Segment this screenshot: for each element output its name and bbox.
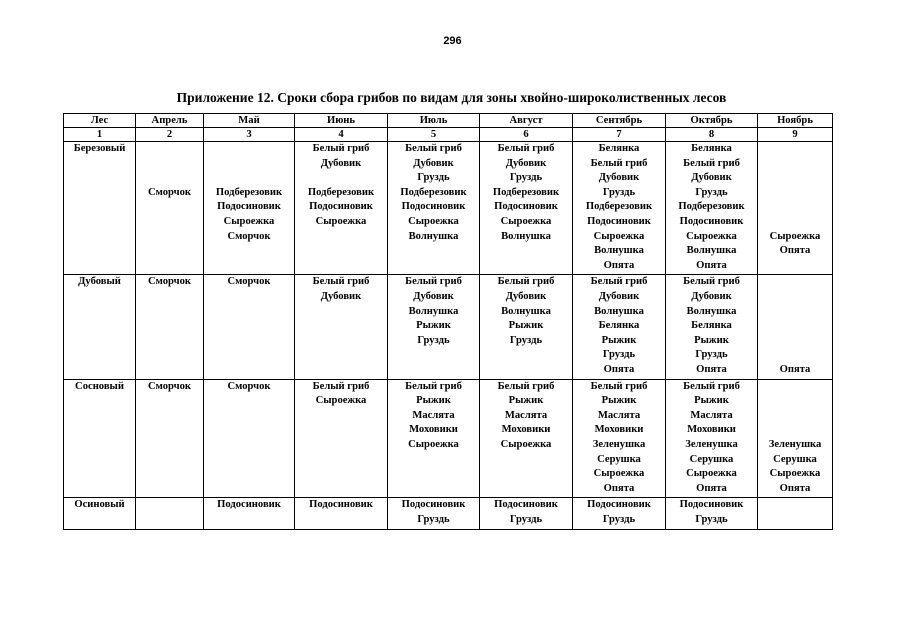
mushroom-item: Рыжик <box>601 334 637 346</box>
header-cell: Апрель <box>136 114 204 128</box>
month-cell <box>758 379 833 498</box>
mushroom-item: Опята <box>779 363 811 375</box>
month-cell <box>666 275 758 379</box>
mushroom-item: Рыжик <box>416 395 451 407</box>
mushroom-item: Рыжик <box>508 395 544 407</box>
mushroom-item: Дубовик <box>691 290 732 302</box>
mushroom-item: Белый гриб <box>497 276 555 288</box>
mushroom-item: Серушка <box>597 453 641 465</box>
month-cell <box>666 379 758 498</box>
mushroom-item: Белый гриб <box>590 157 648 169</box>
mushroom-item: Опята <box>696 259 727 271</box>
mushroom-item: Сыроежка <box>500 215 552 227</box>
mushroom-item: Дубовик <box>320 157 362 169</box>
table-body <box>64 142 833 530</box>
mushroom-item: Дубовик <box>320 290 362 302</box>
mushroom-item: Опята <box>779 245 811 257</box>
mushroom-item: Подосиновик <box>679 215 744 227</box>
mushroom-item: Белый гриб <box>405 276 462 288</box>
month-cell <box>295 379 388 498</box>
month-cell <box>666 142 758 275</box>
table-row <box>64 498 833 529</box>
column-number-cell: 3 <box>204 128 295 142</box>
mushroom-item: Дубовик <box>691 172 732 184</box>
month-cell <box>136 379 204 498</box>
mushroom-item: Волнушка <box>686 245 737 257</box>
mushroom-item: Сыроежка <box>408 438 459 450</box>
mushroom-item: Опята <box>696 363 727 375</box>
month-cell <box>136 142 204 275</box>
mushroom-item: Груздь <box>695 513 728 525</box>
header-cell: Лес <box>64 114 136 128</box>
mushroom-item: Опята <box>603 259 635 271</box>
header-cell: Июнь <box>295 114 388 128</box>
mushroom-item: Груздь <box>602 513 636 525</box>
mushroom-item: Подосиновик <box>494 201 558 213</box>
mushroom-item: Подосиновик <box>309 201 373 213</box>
page-title: Приложение 12. Сроки сбора грибов по видам для зоны хвойно-широколиственных лесов <box>176 90 727 105</box>
mushroom-item: Белый гриб <box>497 143 555 154</box>
month-cell <box>136 275 204 379</box>
mushroom-item: Маслята <box>412 409 455 421</box>
mushroom-item: Опята <box>696 482 727 494</box>
mushroom-item: Белый гриб <box>405 380 462 392</box>
forest-type-label: Сосновый <box>75 380 124 392</box>
column-number-cell: 5 <box>388 128 480 142</box>
mushroom-item: Белый гриб <box>312 276 370 288</box>
month-cell <box>573 379 666 498</box>
mushroom-item: Подосиновик <box>309 499 373 511</box>
mushroom-item: Дубовик <box>505 157 547 169</box>
month-cell <box>480 142 573 275</box>
month-cell <box>480 498 573 529</box>
mushroom-item: Белянка <box>691 320 732 332</box>
mushroom-item: Дубовик <box>598 172 640 184</box>
mushroom-item: Подосиновик <box>217 201 281 213</box>
mushroom-item: Рыжик <box>416 320 451 332</box>
month-cell <box>295 498 388 529</box>
month-cell <box>573 142 666 275</box>
mushroom-item: Моховики <box>409 424 458 436</box>
column-number-row <box>64 128 833 142</box>
mushroom-item: Сыроежка <box>769 468 821 480</box>
mushroom-item: Груздь <box>695 186 728 198</box>
header-cell: Сентябрь <box>573 114 666 128</box>
table-row <box>64 379 833 498</box>
column-number-cell: 6 <box>480 128 573 142</box>
mushroom-item: Подберезовик <box>585 201 653 213</box>
mushroom-item: Сыроежка <box>593 230 645 242</box>
mushroom-season-table <box>63 113 833 530</box>
mushroom-item: Подосиновик <box>587 215 651 227</box>
mushroom-item: Белый гриб <box>312 143 370 154</box>
header-cell: Октябрь <box>666 114 758 128</box>
header-cell: Август <box>480 114 573 128</box>
mushroom-item: Сморчок <box>227 380 271 392</box>
month-cell <box>573 275 666 379</box>
column-number-cell: 2 <box>136 128 204 142</box>
mushroom-item: Груздь <box>509 334 543 346</box>
month-cell <box>758 275 833 379</box>
mushroom-item: Белый гриб <box>405 143 462 154</box>
mushroom-item: Сыроежка <box>686 468 737 480</box>
mushroom-item: Белый гриб <box>590 276 648 288</box>
column-number-cell: 9 <box>758 128 833 142</box>
mushroom-item: Волнушка <box>501 230 551 242</box>
mushroom-item: Волнушка <box>594 305 644 317</box>
mushroom-item: Сыроежка <box>315 395 367 407</box>
header-cell: Июль <box>388 114 480 128</box>
column-number-cell: 7 <box>573 128 666 142</box>
mushroom-item: Подосиновик <box>494 499 558 511</box>
mushroom-item: Сыроежка <box>769 230 821 242</box>
mushroom-item: Сыроежка <box>500 438 552 450</box>
mushroom-item: Маслята <box>597 409 641 421</box>
mushroom-item: Волнушка <box>594 245 644 257</box>
mushroom-item: Белый гриб <box>312 380 370 392</box>
month-cell <box>204 498 295 529</box>
mushroom-item: Дубовик <box>413 157 454 169</box>
mushroom-item: Опята <box>603 363 635 375</box>
page-number: 296 <box>443 35 462 47</box>
column-number-cell: 4 <box>295 128 388 142</box>
mushroom-item: Сыроежка <box>408 215 459 227</box>
mushroom-item: Подосиновик <box>587 499 651 511</box>
mushroom-item: Дубовик <box>413 290 454 302</box>
header-cell: Май <box>204 114 295 128</box>
mushroom-item: Подберезовик <box>492 186 560 198</box>
mushroom-item: Волнушка <box>686 305 737 317</box>
mushroom-item: Серушка <box>773 453 817 465</box>
mushroom-item: Подосиновик <box>217 499 281 511</box>
mushroom-item: Серушка <box>689 453 734 465</box>
mushroom-item: Подберезовик <box>678 201 745 213</box>
mushroom-item: Рыжик <box>601 395 637 407</box>
mushroom-item: Волнушка <box>408 230 459 242</box>
forest-type-label: Осиновый <box>74 499 125 511</box>
mushroom-item: Зеленушка <box>685 438 738 450</box>
mushroom-item: Сморчок <box>227 276 271 288</box>
mushroom-item: Моховики <box>594 424 644 436</box>
mushroom-item: Подосиновик <box>679 499 744 511</box>
mushroom-item: Моховики <box>687 424 736 436</box>
mushroom-item: Опята <box>603 482 635 494</box>
month-cell <box>480 379 573 498</box>
table-row <box>64 142 833 275</box>
month-cell <box>388 275 480 379</box>
month-cell <box>480 275 573 379</box>
mushroom-item: Белянка <box>598 143 640 154</box>
forest-type-cell <box>64 379 136 498</box>
month-cell <box>388 498 480 529</box>
mushroom-item: Груздь <box>509 172 543 184</box>
mushroom-item: Сыроежка <box>315 215 367 227</box>
mushroom-item: Белый гриб <box>683 276 740 288</box>
mushroom-item: Сморчок <box>147 276 192 288</box>
mushroom-item: Сыроежка <box>223 215 275 227</box>
mushroom-item: Маслята <box>690 409 733 421</box>
mushroom-item: Опята <box>779 482 811 494</box>
mushroom-item: Груздь <box>602 186 636 198</box>
month-cell <box>388 379 480 498</box>
month-cell <box>388 142 480 275</box>
mushroom-item: Груздь <box>417 334 450 346</box>
mushroom-item: Дубовик <box>598 290 640 302</box>
month-cell <box>758 142 833 275</box>
mushroom-item: Рыжик <box>694 395 729 407</box>
mushroom-item: Подберезовик <box>307 186 375 198</box>
forest-type-cell <box>64 275 136 379</box>
month-cell <box>666 498 758 529</box>
header-row <box>64 114 833 128</box>
mushroom-item: Сыроежка <box>593 468 645 480</box>
forest-type-label: Дубовый <box>78 276 121 288</box>
mushroom-item: Подберезовик <box>215 186 283 198</box>
mushroom-item: Белый гриб <box>683 157 740 169</box>
mushroom-item: Рыжик <box>694 334 729 346</box>
mushroom-item: Белый гриб <box>683 380 740 392</box>
mushroom-item: Волнушка <box>408 305 459 317</box>
mushroom-item: Белянка <box>691 143 732 154</box>
month-cell <box>295 142 388 275</box>
forest-type-cell <box>64 142 136 275</box>
forest-type-cell <box>64 498 136 529</box>
mushroom-item: Подберезовик <box>400 186 467 198</box>
mushroom-item: Сморчок <box>227 230 271 242</box>
month-cell <box>758 498 833 529</box>
mushroom-item: Сыроежка <box>686 230 737 242</box>
forest-type-label: Березовый <box>73 143 126 154</box>
mushroom-item: Груздь <box>602 349 636 361</box>
header-cell: Ноябрь <box>758 114 833 128</box>
month-cell <box>204 142 295 275</box>
mushroom-item: Груздь <box>509 513 543 525</box>
column-number-cell: 8 <box>666 128 758 142</box>
table-row <box>64 275 833 379</box>
mushroom-item: Зеленушка <box>592 438 646 450</box>
month-cell <box>136 498 204 529</box>
mushroom-item: Сморчок <box>147 186 192 198</box>
mushroom-item: Груздь <box>695 349 728 361</box>
mushroom-item: Груздь <box>417 172 450 184</box>
month-cell <box>204 379 295 498</box>
mushroom-item: Рыжик <box>508 320 544 332</box>
column-number-cell: 1 <box>64 128 136 142</box>
mushroom-item: Белый гриб <box>497 380 555 392</box>
mushroom-item: Зеленушка <box>768 438 822 450</box>
mushroom-item: Груздь <box>417 513 450 525</box>
mushroom-item: Белянка <box>598 320 640 332</box>
mushroom-item: Сморчок <box>147 380 192 392</box>
mushroom-item: Моховики <box>501 424 551 436</box>
month-cell <box>204 275 295 379</box>
month-cell <box>295 275 388 379</box>
mushroom-item: Дубовик <box>505 290 547 302</box>
mushroom-item: Маслята <box>504 409 548 421</box>
month-cell <box>573 498 666 529</box>
mushroom-item: Волнушка <box>501 305 551 317</box>
mushroom-item: Подосиновик <box>401 499 466 511</box>
mushroom-item: Белый гриб <box>590 380 648 392</box>
mushroom-item: Подосиновик <box>401 201 466 213</box>
